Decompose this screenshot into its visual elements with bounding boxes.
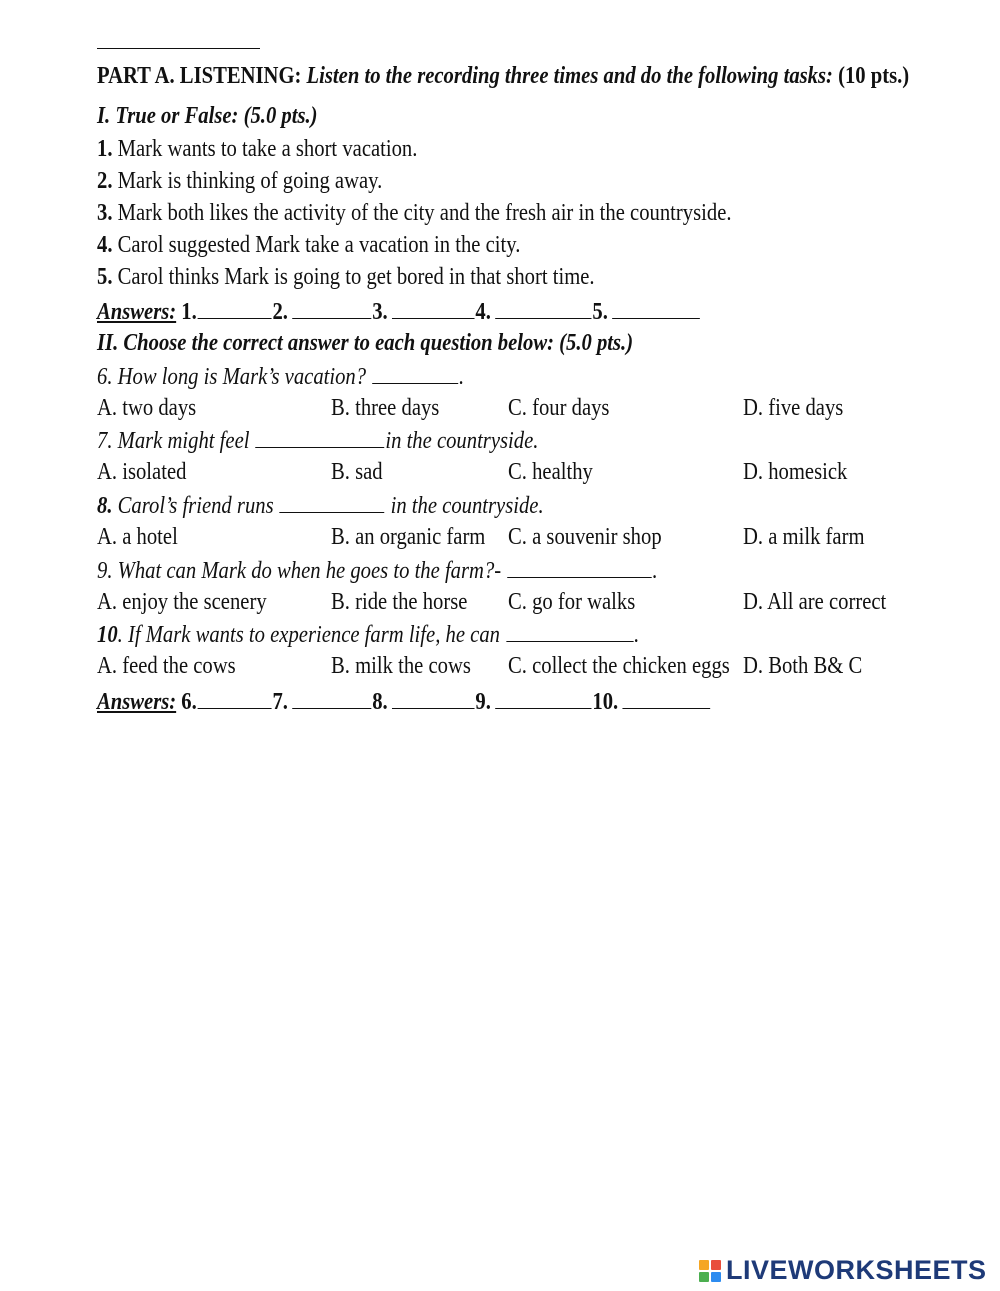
answer-blank-4[interactable] — [495, 296, 591, 319]
tf-item-5: 5. Carol thinks Mark is going to get bored in that short time. — [97, 264, 595, 290]
answer-blank-10[interactable] — [622, 686, 710, 709]
answer-blank-2[interactable] — [292, 296, 371, 319]
section1-answers: Answers: 1. 2. 3. 4. 5. — [97, 296, 701, 327]
answer-blank-8[interactable] — [392, 686, 475, 709]
answer-blank-5[interactable] — [612, 296, 700, 319]
q9-option-c[interactable]: C. go for walks — [508, 589, 636, 615]
answer-blank-6[interactable] — [198, 686, 272, 709]
q6-option-a[interactable]: A. two days — [97, 395, 197, 421]
question-10-blank[interactable] — [506, 619, 633, 642]
part-a-header — [97, 61, 909, 91]
q7-option-d[interactable]: D. homesick — [743, 459, 848, 485]
q7-option-c[interactable]: C. healthy — [508, 459, 593, 485]
tf-item-1: 1. Mark wants to take a short vacation. — [97, 136, 418, 162]
question-8: 8. Carol’s friend runs in the countryside. — [97, 490, 544, 521]
question-9: 9. What can Mark do when he goes to the farm?- . — [97, 555, 658, 586]
q8-option-d[interactable]: D. a milk farm — [743, 524, 865, 550]
answers-label: Answers: — [97, 689, 177, 715]
q7-option-a[interactable]: A. isolated — [97, 459, 187, 485]
liveworksheets-logo — [699, 1255, 987, 1286]
question-7-blank[interactable] — [255, 425, 384, 448]
q7-option-b[interactable]: B. sad — [331, 459, 383, 485]
q9-option-d[interactable]: D. All are correct — [743, 589, 887, 615]
q6-option-d[interactable]: D. five days — [743, 395, 844, 421]
question-7: 7. Mark might feel in the countryside. — [97, 425, 538, 456]
part-a-points: (10 pts.) — [832, 63, 910, 89]
section2-title: II. Choose the correct answer to each question below: (5.0 pts.) — [97, 330, 634, 356]
q10-option-d[interactable]: D. Both B& C — [743, 653, 863, 679]
q9-option-b[interactable]: B. ride the horse — [331, 589, 468, 615]
q9-option-a[interactable]: A. enjoy the scenery — [97, 589, 267, 615]
q8-option-c[interactable]: C. a souvenir shop — [508, 524, 662, 550]
q10-option-b[interactable]: B. milk the cows — [331, 653, 471, 679]
q8-option-a[interactable]: A. a hotel — [97, 524, 178, 550]
tf-item-2: 2. Mark is thinking of going away. — [97, 168, 383, 194]
q6-option-b[interactable]: B. three days — [331, 395, 440, 421]
q10-option-a[interactable]: A. feed the cows — [97, 653, 236, 679]
answer-blank-7[interactable] — [292, 686, 371, 709]
question-9-blank[interactable] — [507, 555, 651, 578]
tf-item-4: 4. Carol suggested Mark take a vacation in the city. — [97, 232, 521, 258]
question-6: 6. How long is Mark’s vacation? . — [97, 361, 464, 392]
top-rule — [97, 48, 260, 49]
question-10: 10. If Mark wants to experience farm life, he can . — [97, 619, 639, 650]
tf-item-3: 3. Mark both likes the activity of the city and the fresh air in the countryside. — [97, 200, 732, 226]
answer-blank-9[interactable] — [495, 686, 591, 709]
logo-text: LIVEWORKSHEETS — [726, 1255, 987, 1285]
part-a-instruction: Listen to the recording three times and do the following tasks: — [301, 63, 833, 89]
question-6-blank[interactable] — [372, 361, 458, 384]
q6-option-c[interactable]: C. four days — [508, 395, 610, 421]
q8-option-b[interactable]: B. an organic farm — [331, 524, 486, 550]
answer-blank-3[interactable] — [392, 296, 475, 319]
answer-blank-1[interactable] — [198, 296, 272, 319]
logo-squares-icon — [699, 1260, 721, 1282]
section1-title: I. True or False: (5.0 pts.) — [97, 103, 318, 129]
part-a-label: PART A. LISTENING: — [97, 63, 302, 89]
question-8-blank[interactable] — [280, 490, 385, 513]
section2-answers: Answers: 6. 7. 8. 9. 10. — [97, 686, 711, 717]
answers-label: Answers: — [97, 299, 177, 325]
q10-option-c[interactable]: C. collect the chicken eggs — [508, 653, 730, 679]
